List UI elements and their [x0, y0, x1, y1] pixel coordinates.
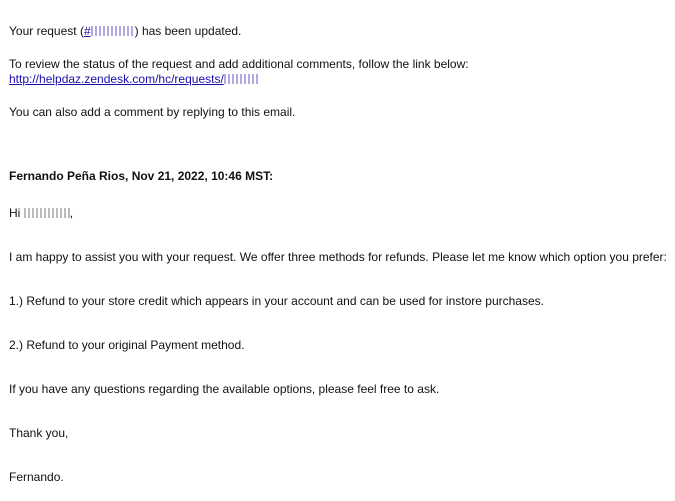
refund-option-1: 1.) Refund to your store credit which appears in your account and can be used for instore purchases. — [9, 294, 544, 308]
redacted-ticket-number — [91, 26, 135, 36]
ticket-number-link[interactable]: # — [84, 24, 135, 38]
review-instruction: To review the status of the request and add additional comments, follow the link below: — [9, 57, 469, 71]
intro-paragraph: I am happy to assist you with your request. We offer three methods for refunds. Please let me know which option you prefer: — [9, 250, 667, 264]
refund-option-2: 2.) Refund to your original Payment method. — [9, 338, 245, 352]
greeting-line: Hi , — [9, 206, 74, 220]
reply-hint: You can also add a comment by replying to this email. — [9, 105, 296, 119]
request-link-line — [9, 72, 260, 86]
update-prefix: Your request ( — [9, 24, 84, 38]
closing-line: Thank you, — [9, 426, 69, 440]
request-updated-line — [9, 24, 241, 38]
redacted-customer-name — [24, 208, 70, 218]
greeting-text: Hi — [9, 206, 21, 220]
update-suffix: ) has been updated. — [134, 24, 242, 38]
redacted-request-id — [224, 74, 260, 84]
request-status-link[interactable]: http://helpdaz.zendesk.com/hc/requests/ — [9, 72, 260, 86]
signature: Fernando. — [9, 470, 64, 484]
comment-author-header: Fernando Peña Rios, Nov 21, 2022, 10:46 MST: — [9, 169, 274, 183]
questions-paragraph: If you have any questions regarding the available options, please feel free to ask. — [9, 382, 440, 396]
